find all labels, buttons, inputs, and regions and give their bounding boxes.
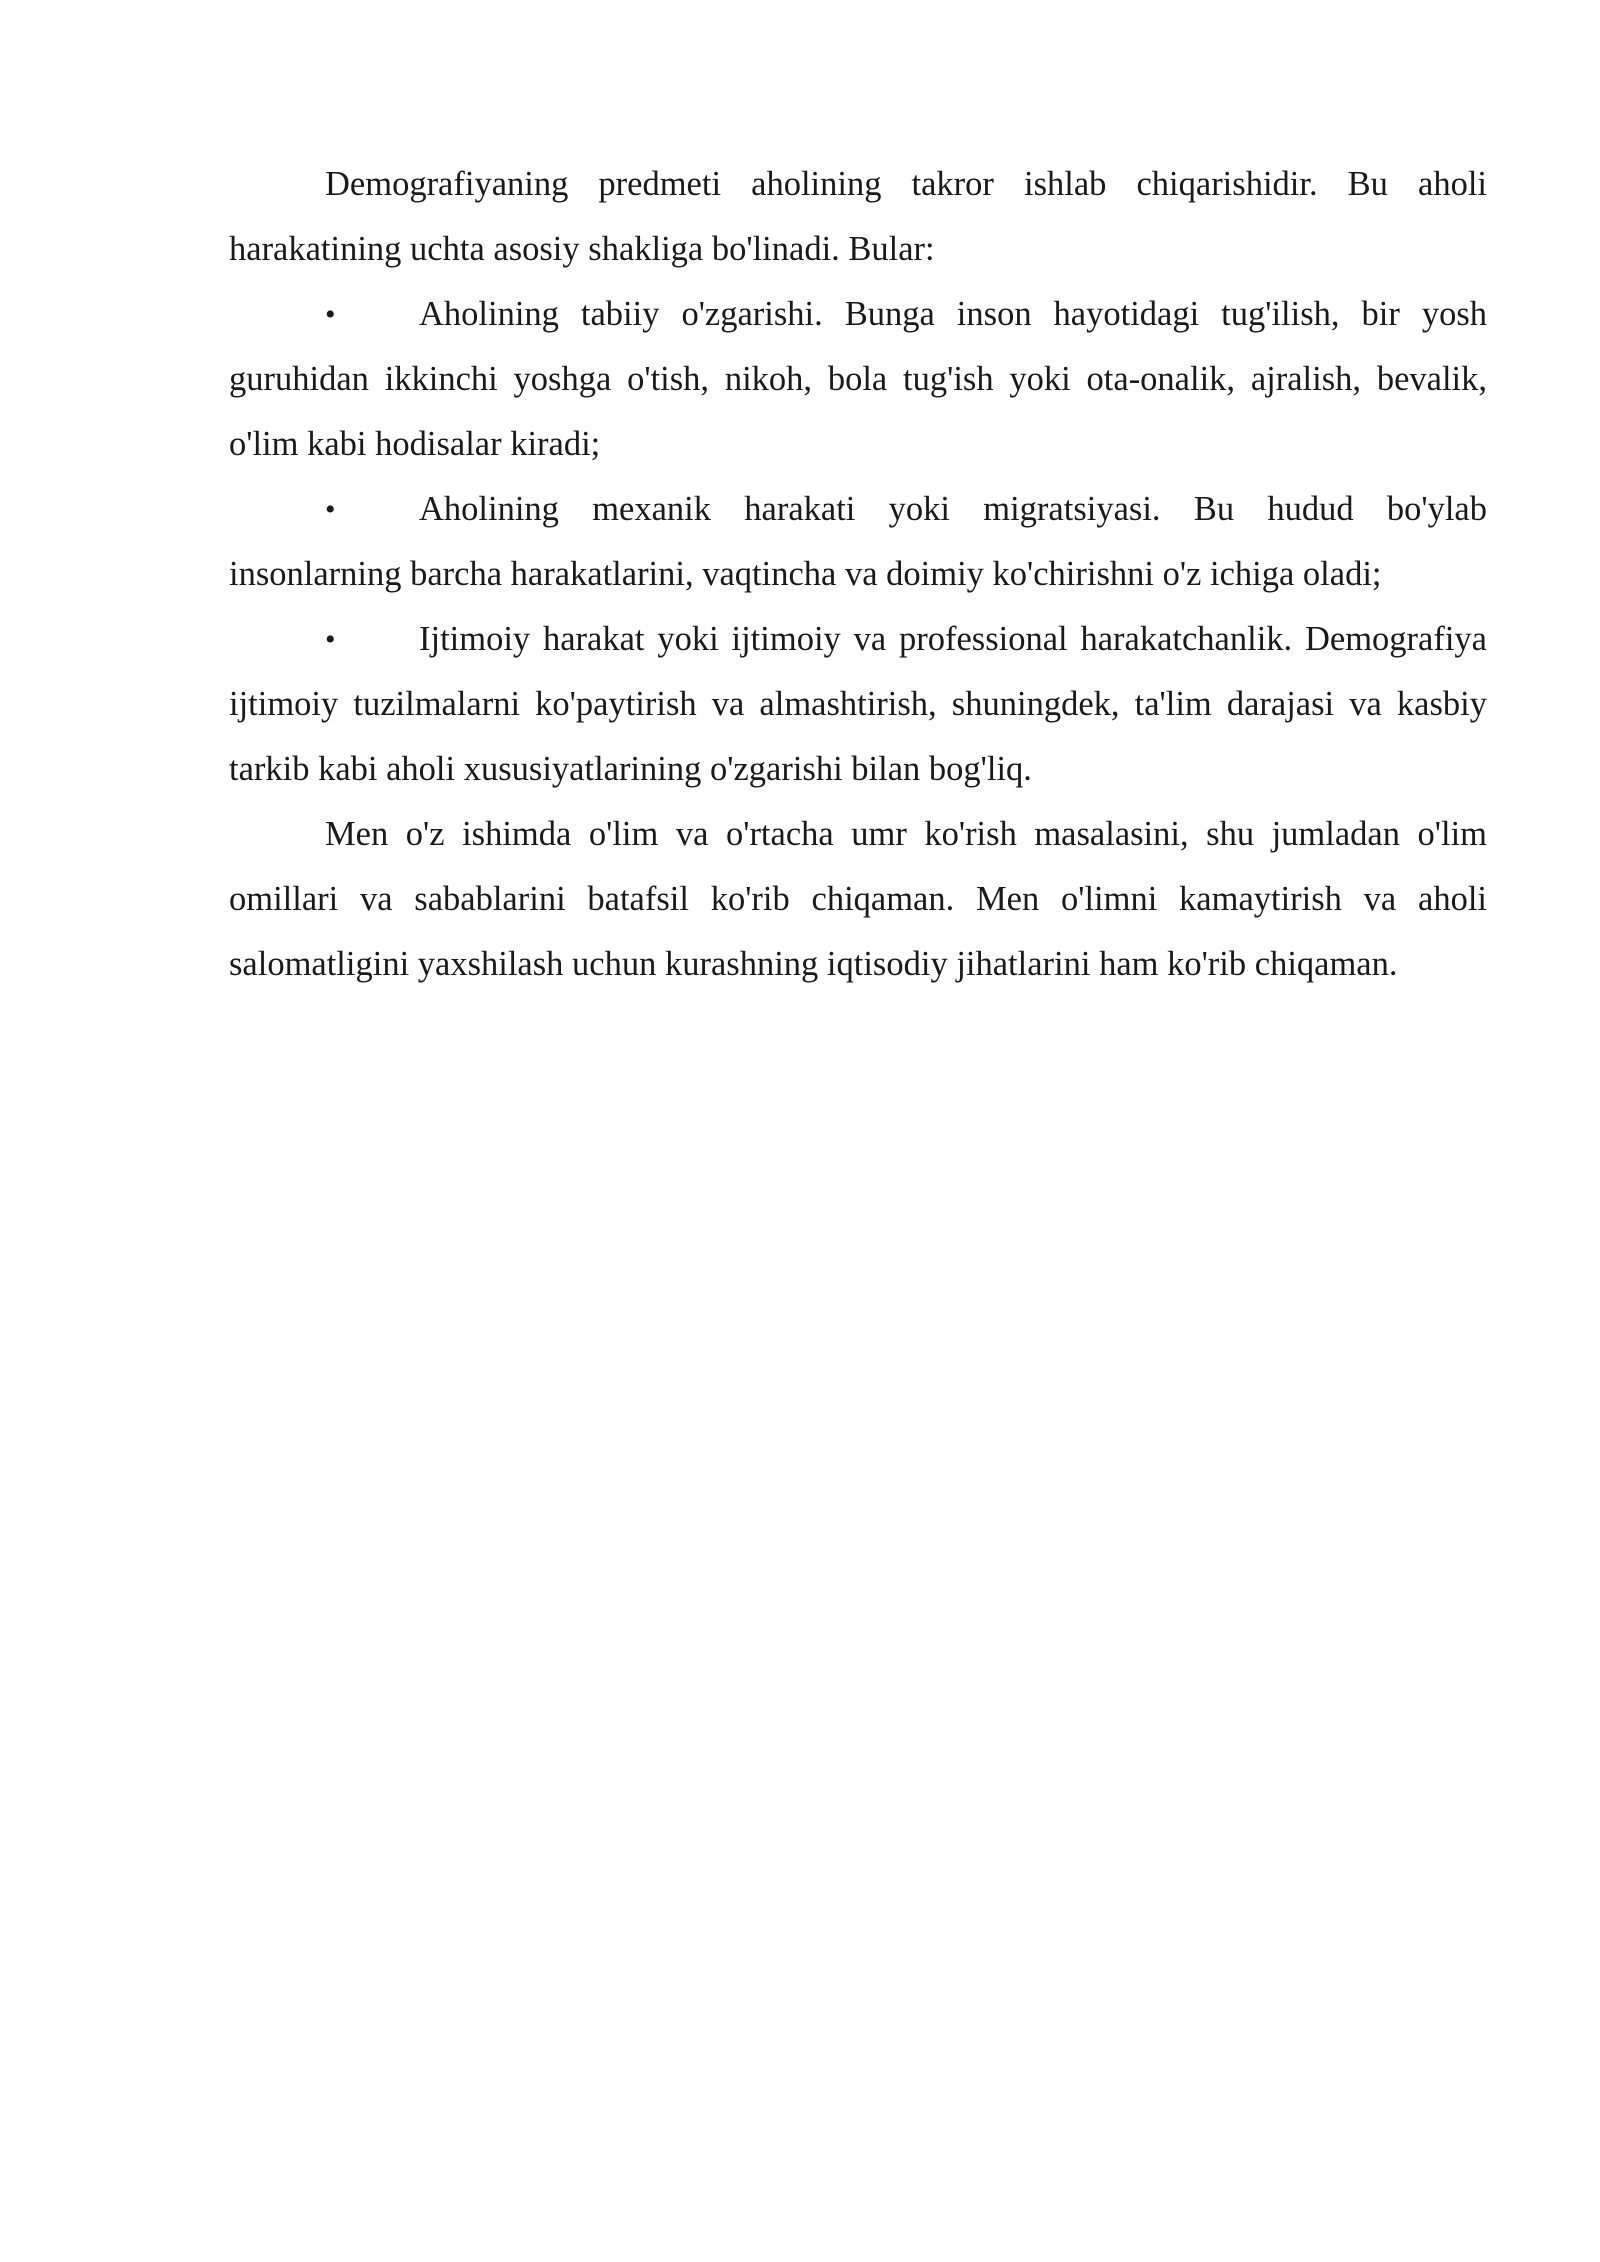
bullet-icon: •: [325, 623, 336, 656]
bullet-icon: •: [325, 493, 336, 526]
list-item-text: Aholining tabiiy o'zgarishi. Bunga inson hayotidagi tug'ilish, bir yosh guruhidan ikkinchi yoshga o'tish, nikoh, bola tug'ish yoki ota-onalik, ajralish, bevalik, o'lim kabi hodisalar kiradi;: [229, 295, 1487, 463]
conclusion-paragraph: Men o'z ishimda o'lim va o'rtacha umr ko'rish masalasini, shu jumladan o'lim omillari va sabablarini batafsil ko'rib chiqaman. Men o'limni kamaytirish va aholi salomatligini yaxshilash uchun kurashning iqtisodiy jihatlarini ham ko'rib chiqaman.: [229, 815, 1487, 983]
intro-paragraph: Demografiyaning predmeti aholining takror ishlab chiqarishidir. Bu aholi harakatining uchta asosiy shakliga bo'linadi. Bular:: [229, 165, 1487, 268]
document-body: [229, 152, 1487, 997]
list-item-text: Ijtimoiy harakat yoki ijtimoiy va professional harakatchanlik. Demografiya ijtimoiy tuzilmalarni ko'paytirish va almashtirish, shuningdek, ta'lim darajasi va kasbiy tarkib kabi aholi xususiyatlarining o'zgarishi bilan bog'liq.: [229, 620, 1487, 788]
list-item: [229, 607, 1487, 802]
list-item-text: Aholining mexanik harakati yoki migratsiyasi. Bu hudud bo'ylab insonlarning barcha harakatlarini, vaqtincha va doimiy ko'chirishni o'z ichiga oladi;: [229, 490, 1487, 593]
list-item: [229, 282, 1487, 477]
bullet-icon: •: [325, 298, 336, 331]
list-item: [229, 477, 1487, 607]
